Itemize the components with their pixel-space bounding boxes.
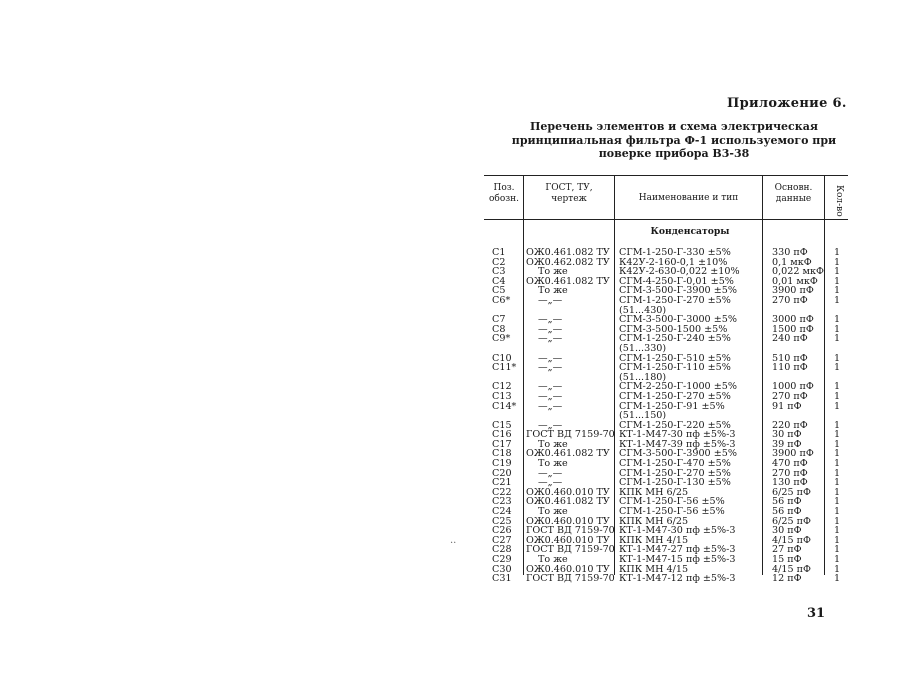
cell-name-type: СГМ-1-250-Г-510 ±5% [619,352,731,364]
cell-main-data: 270 пФ [772,467,808,479]
cell-position: С6* [492,294,511,306]
cell-quantity: 1 [834,256,841,268]
cell-position: С5 [492,285,506,297]
table-top-border [484,175,848,176]
cell-name-type: СГМ-1-250-Г-220 ±5% [619,419,731,431]
cell-main-data: 510 пФ [772,352,808,364]
cell-main-data: 12 пФ [772,573,802,585]
cell-position: С15 [492,419,512,431]
cell-quantity: 1 [834,285,841,297]
cell-main-data: 470 пФ [772,458,808,470]
cell-quantity: 1 [834,247,841,258]
cell-name-type: СГМ-1-250-Г-330 ±5% [619,247,731,258]
cell-quantity: 1 [834,554,841,565]
cell-position: С22 [492,486,512,498]
cell-gost: То же [538,458,568,470]
cell-main-data: 130 пФ [772,477,808,489]
header-gost [524,183,614,204]
cell-gost: То же [538,438,568,450]
stray-mark: .. [450,535,457,546]
cell-gost: ГОСТ ВД 7159-70 [526,573,615,585]
cell-position: С17 [492,438,512,450]
cell-main-data: 3900 пФ [772,448,814,460]
cell-name-type: СГМ-1-250-Г-110 ±5% [619,362,731,374]
table-row [484,363,848,373]
cell-gost: —„— [538,294,563,306]
cell-name-type: КПК МН 6/25 [619,486,689,498]
cell-position: С2 [492,256,506,268]
component-list-table [484,175,848,585]
cell-main-data: 270 пФ [772,390,808,402]
cell-gost: —„— [538,333,563,345]
cell-name-type: СГМ-1-250-Г-130 ±5% [619,477,731,489]
header-text: Поз. [493,183,515,193]
cell-quantity: 1 [834,294,841,306]
header-position [486,183,522,204]
cell-position: С12 [492,381,512,393]
cell-name-type: КТ-1-М47-27 пф ±5%-3 [619,544,736,556]
cell-main-data: 4/15 пФ [772,534,811,546]
cell-name-type: СГМ-3-500-Г-3900 ±5% [619,448,737,460]
cell-position: С19 [492,458,512,470]
cell-main-data: 0,01 мкФ [772,275,818,287]
cell-position: С26 [492,525,512,537]
cell-gost: —„— [538,390,563,402]
cell-name-type: (51...330) [619,342,667,354]
cell-gost: —„— [538,362,563,374]
cell-name-type: СГМ-1-250-Г-56 ±5% [619,496,725,508]
cell-name-type: КТ-1-М47-30 пф ±5%-3 [619,525,736,537]
cell-position: С29 [492,554,512,565]
cell-gost: ГОСТ ВД 7159-70 [526,544,615,556]
cell-main-data: 3000 пФ [772,314,814,326]
cell-quantity: 1 [834,419,841,431]
title-line: Перечень элементов и схема электрическая [530,120,818,133]
cell-name-type: К42У-2-630-0,022 ±10% [619,266,740,278]
cell-gost: ОЖ0.460.010 ТУ [526,515,610,527]
cell-position: С27 [492,534,512,546]
cell-quantity: 1 [834,525,841,537]
cell-quantity: 1 [834,429,841,441]
cell-main-data: 3900 пФ [772,285,814,297]
cell-quantity: 1 [834,333,841,345]
cell-position: С31 [492,573,512,585]
cell-position: С1 [492,247,506,258]
cell-main-data: 0,022 мкФ [772,266,824,278]
cell-name-type: СГМ-1-250-Г-270 ±5% [619,467,731,479]
header-text: Кол-во [834,185,844,217]
cell-gost: —„— [538,467,563,479]
cell-position: С25 [492,515,512,527]
cell-position: С4 [492,275,506,287]
header-text: обозн. [488,193,520,204]
header-quantity [829,185,845,225]
title-line: поверке прибора В3-38 [598,147,750,160]
cell-name-type: КПК МН 6/25 [619,515,689,527]
cell-gost: ОЖ0.461.082 ТУ [526,496,610,508]
cell-main-data: 270 пФ [772,294,808,306]
group-title-capacitors: Конденсаторы [650,226,730,237]
cell-position: С16 [492,429,512,441]
cell-position: С14* [492,400,517,412]
cell-gost: —„— [538,314,563,326]
cell-main-data: 1500 пФ [772,323,814,335]
cell-quantity: 1 [834,400,841,412]
cell-gost: —„— [538,323,563,335]
appendix-label: Приложение 6. [727,96,847,111]
cell-main-data: 6/25 пФ [772,486,811,498]
header-separator [484,219,848,220]
cell-main-data: 330 пФ [772,247,808,258]
header-text: Основн. [774,183,813,193]
cell-quantity: 1 [834,573,841,585]
cell-position: С28 [492,544,512,556]
cell-gost: —„— [538,352,563,364]
cell-name-type: КТ-1-М47-12 пф ±5%-3 [619,573,736,585]
cell-gost: —„— [538,400,563,412]
cell-main-data: 220 пФ [772,419,808,431]
cell-name-type: КПК МН 4/15 [619,563,689,575]
header-name-type: Наименование и тип [638,193,739,203]
cell-quantity: 1 [834,496,841,508]
header-text: чертеж [551,193,587,204]
cell-position: С8 [492,323,506,335]
cell-quantity: 1 [834,467,841,479]
cell-gost: —„— [538,419,563,431]
cell-position: С10 [492,352,512,364]
cell-gost: То же [538,285,568,297]
cell-position: С24 [492,506,512,518]
table-body [484,248,848,584]
table-row [484,334,848,344]
cell-main-data: 0,1 мкФ [772,256,812,268]
document-title [500,120,848,161]
cell-gost: ОЖ0.461.082 ТУ [526,275,610,287]
cell-quantity: 1 [834,458,841,470]
cell-position: С9* [492,333,511,345]
cell-position: С20 [492,467,512,479]
cell-gost: ОЖ0.460.010 ТУ [526,534,610,546]
cell-quantity: 1 [834,390,841,402]
cell-position: С3 [492,266,506,278]
cell-main-data: 56 пФ [772,506,802,518]
cell-quantity: 1 [834,323,841,335]
cell-name-type: СГМ-1-250-Г-91 ±5% [619,400,725,412]
cell-main-data: 4/15 пФ [772,563,811,575]
cell-position: С23 [492,496,512,508]
cell-name-type: СГМ-1-250-Г-56 ±5% [619,506,725,518]
cell-main-data: 110 пФ [772,362,808,374]
cell-quantity: 1 [834,381,841,393]
cell-quantity: 1 [834,275,841,287]
cell-name-type: СГМ-1-250-Г-240 ±5% [619,333,731,345]
table-row [484,296,848,306]
cell-name-type: КТ-1-М47-39 пф ±5%-3 [619,438,736,450]
table-row [484,402,848,412]
cell-gost: —„— [538,477,563,489]
cell-quantity: 1 [834,352,841,364]
cell-position: С7 [492,314,506,326]
cell-gost: ГОСТ ВД 7159-70 [526,429,615,441]
cell-name-type: К42У-2-160-0,1 ±10% [619,256,728,268]
cell-name-type: СГМ-4-250-Г-0,01 ±5% [619,275,734,287]
cell-name-type: СГМ-3-500-Г-3900 ±5% [619,285,737,297]
cell-name-type: СГМ-1-250-Г-470 ±5% [619,458,731,470]
cell-position: С11* [492,362,517,374]
cell-name-type: СГМ-3-500-1500 ±5% [619,323,728,335]
cell-name-type: СГМ-1-250-Г-270 ±5% [619,294,731,306]
cell-main-data: 27 пФ [772,544,802,556]
cell-quantity: 1 [834,506,841,518]
cell-main-data: 240 пФ [772,333,808,345]
cell-gost: ОЖ0.460.010 ТУ [526,563,610,575]
cell-name-type: (51...430) [619,304,667,316]
cell-gost: —„— [538,381,563,393]
cell-quantity: 1 [834,563,841,575]
cell-name-type: СГМ-3-500-Г-3000 ±5% [619,314,737,326]
cell-quantity: 1 [834,266,841,278]
cell-main-data: 91 пФ [772,400,802,412]
cell-quantity: 1 [834,448,841,460]
cell-position: С30 [492,563,512,575]
cell-gost: ОЖ0.461.082 ТУ [526,247,610,258]
cell-name-type: СГМ-2-250-Г-1000 ±5% [619,381,737,393]
header-text: ГОСТ, ТУ, [545,183,593,193]
cell-gost: ОЖ0.460.010 ТУ [526,486,610,498]
cell-name-type: КПК МН 4/15 [619,534,689,546]
table-row [484,574,848,584]
cell-name-type: (51...150) [619,410,667,422]
cell-position: С21 [492,477,512,489]
cell-name-type: (51...180) [619,371,667,383]
cell-quantity: 1 [834,362,841,374]
header-main-data [763,183,824,204]
cell-quantity: 1 [834,534,841,546]
cell-quantity: 1 [834,438,841,450]
cell-name-type: КТ-1-М47-15 пф ±5%-3 [619,554,736,565]
cell-quantity: 1 [834,544,841,556]
cell-quantity: 1 [834,314,841,326]
cell-main-data: 39 пФ [772,438,802,450]
cell-gost: То же [538,554,568,565]
page-number: 31 [807,606,826,621]
cell-gost: То же [538,266,568,278]
cell-main-data: 1000 пФ [772,381,814,393]
cell-quantity: 1 [834,486,841,498]
cell-quantity: 1 [834,515,841,527]
cell-main-data: 6/25 пФ [772,515,811,527]
cell-gost: ОЖ0.462.082 ТУ [526,256,610,268]
cell-position: С13 [492,390,512,402]
cell-position: С18 [492,448,512,460]
cell-name-type: СГМ-1-250-Г-270 ±5% [619,390,731,402]
cell-main-data: 30 пФ [772,429,802,441]
cell-main-data: 30 пФ [772,525,802,537]
title-line: принципиальная фильтра Ф-1 используемого при [511,133,837,147]
cell-quantity: 1 [834,477,841,489]
cell-main-data: 56 пФ [772,496,802,508]
cell-gost: То же [538,506,568,518]
cell-name-type: КТ-1-М47-30 пф ±5%-3 [619,429,736,441]
header-text: данные [775,193,812,204]
cell-gost: ГОСТ ВД 7159-70 [526,525,615,537]
cell-gost: ОЖ0.461.082 ТУ [526,448,610,460]
cell-main-data: 15 пФ [772,554,802,565]
